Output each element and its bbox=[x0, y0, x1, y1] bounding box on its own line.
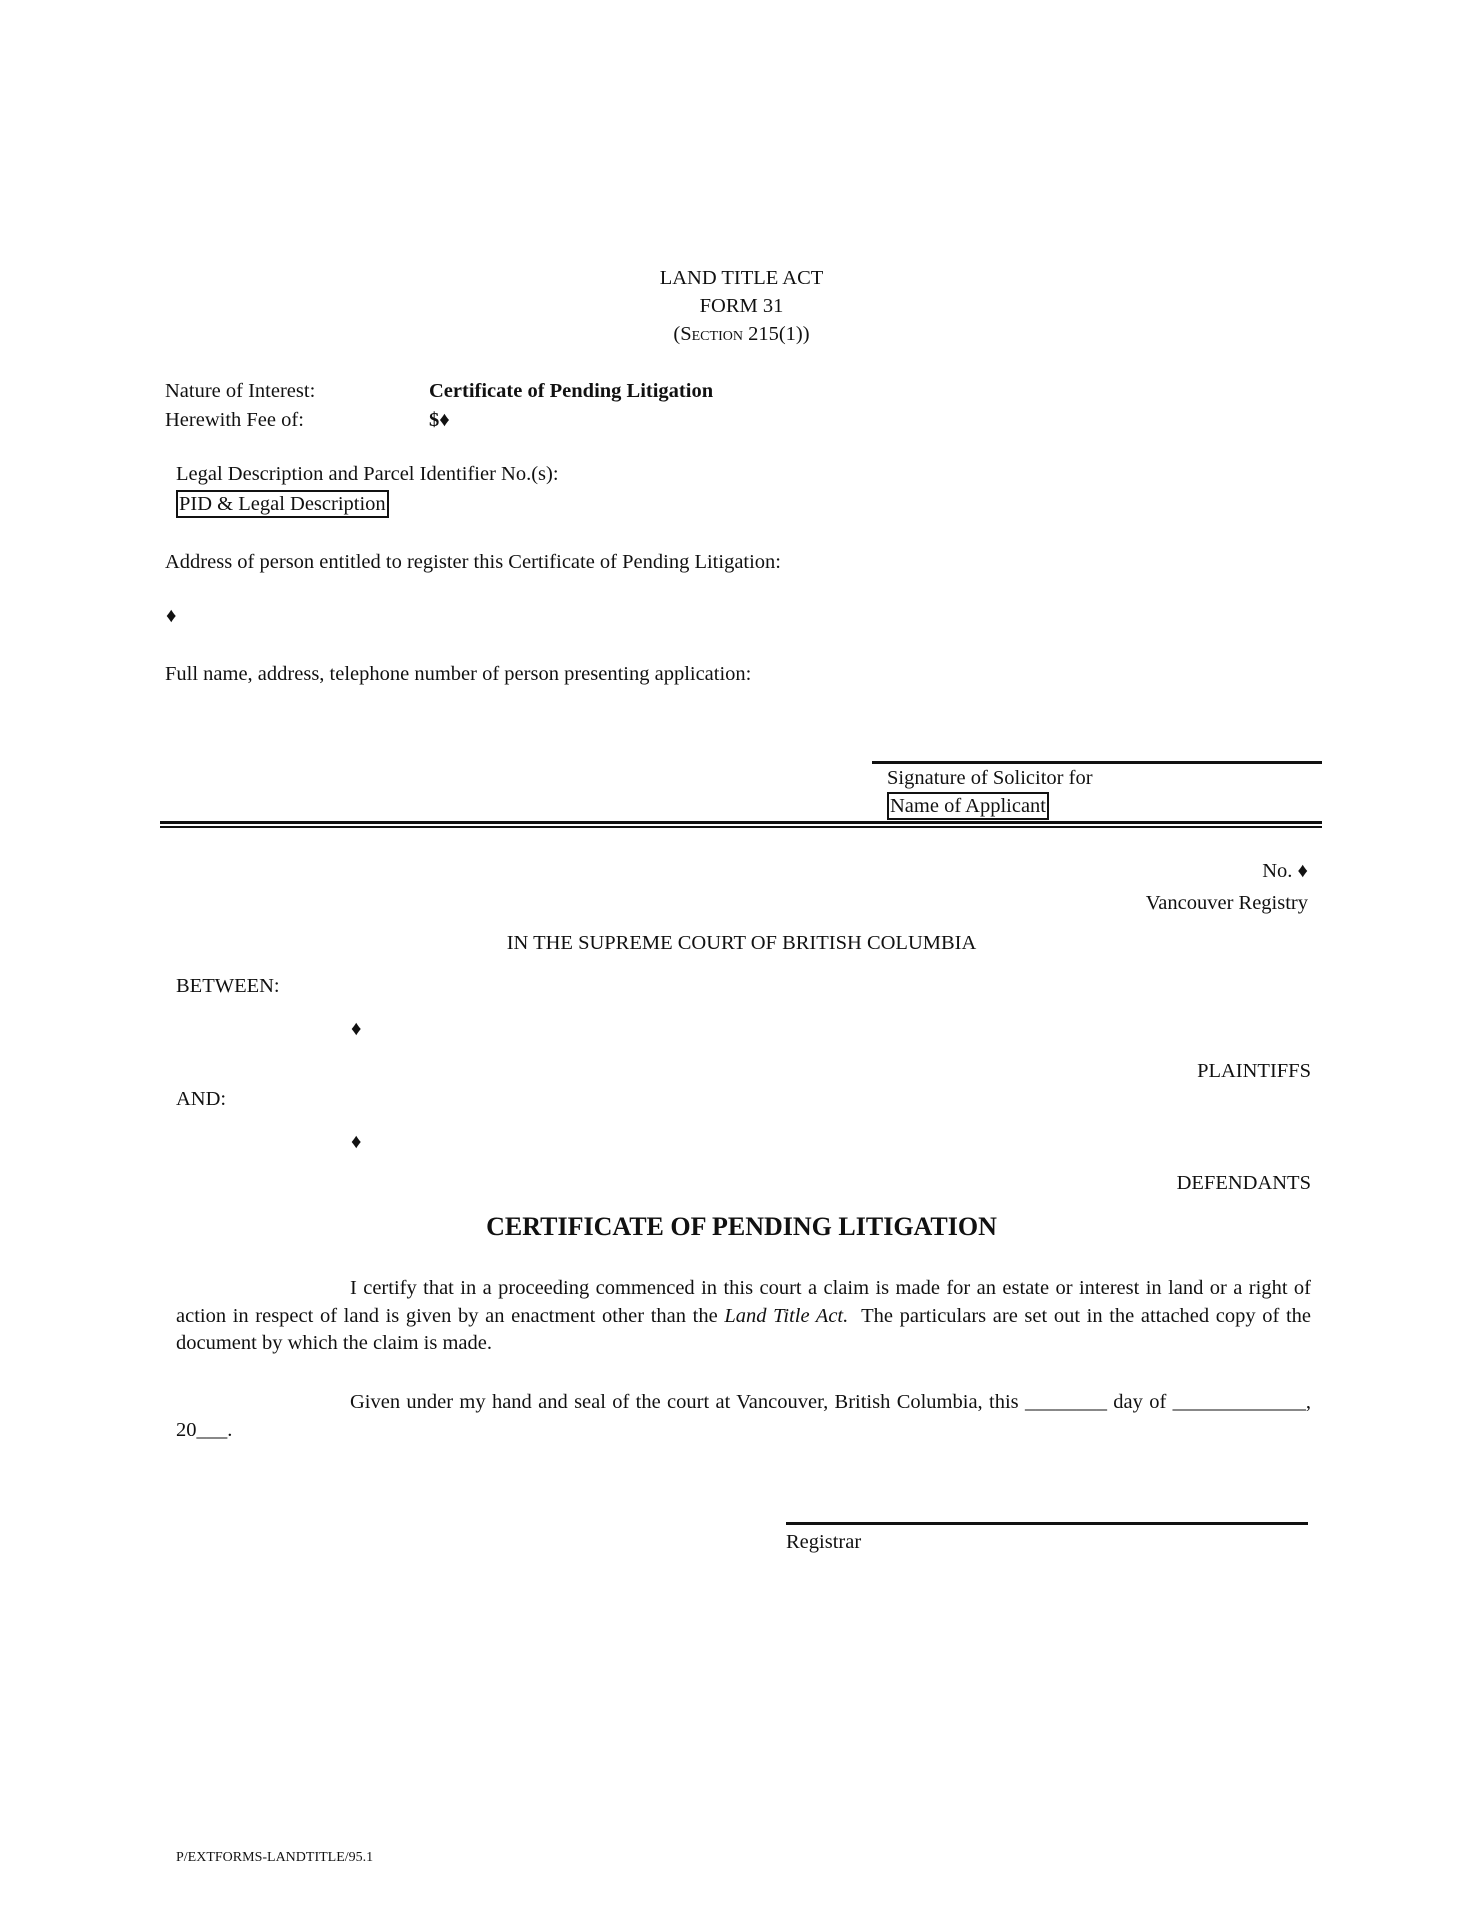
signature-label: Signature of Solicitor for bbox=[887, 767, 1093, 789]
legal-description-label: Legal Description and Parcel Identifier No.(s): bbox=[176, 463, 559, 485]
court-name: IN THE SUPREME COURT OF BRITISH COLUMBIA bbox=[506, 932, 977, 954]
registrar-signature-line bbox=[786, 1522, 1308, 1525]
address-label: Address of person entitled to register this Certificate of Pending Litigation: bbox=[165, 551, 782, 573]
divider-bottom bbox=[160, 826, 1322, 828]
form-number: FORM 31 bbox=[699, 295, 784, 317]
defendant-field[interactable]: ♦ bbox=[351, 1131, 362, 1153]
act-title: LAND TITLE ACT bbox=[659, 267, 824, 289]
nature-label: Nature of Interest: bbox=[165, 380, 316, 402]
legal-description-field[interactable]: PID & Legal Description bbox=[176, 490, 389, 518]
registrar-label: Registrar bbox=[786, 1531, 862, 1553]
certification-paragraph bbox=[176, 1275, 1317, 1358]
fee-value[interactable]: $♦ bbox=[429, 409, 450, 431]
given-paragraph bbox=[176, 1389, 1311, 1444]
and-label: AND: bbox=[176, 1088, 227, 1110]
certification-text-b: The particulars are set out in the attached copy of the document by which the claim is made. bbox=[176, 1304, 1317, 1354]
form-code: P/EXTFORMS-LANDTITLE/95.1 bbox=[176, 1850, 374, 1865]
file-number[interactable]: No. ♦ bbox=[1262, 860, 1308, 882]
applicant-name-field[interactable]: Name of Applicant bbox=[887, 792, 1049, 820]
plaintiffs-label: PLAINTIFFS bbox=[1197, 1060, 1311, 1082]
registry: Vancouver Registry bbox=[1145, 892, 1308, 914]
divider-top bbox=[160, 821, 1322, 824]
given-text: Given under my hand and seal of the court at Vancouver, British Columbia, this ________ day of _____________, 20___. bbox=[176, 1391, 1311, 1441]
between-label: BETWEEN: bbox=[176, 975, 280, 997]
presenter-label: Full name, address, telephone number of person presenting application: bbox=[165, 663, 752, 685]
address-field[interactable]: ♦ bbox=[166, 605, 177, 627]
section-reference: (Section 215(1)) bbox=[673, 323, 810, 345]
defendants-label: DEFENDANTS bbox=[1176, 1172, 1311, 1194]
certification-text-a: I certify that in a proceeding commenced in this court a claim is made for an estate or interest in land or a right of action in respect of land is given by an enactment other than the bbox=[176, 1277, 1311, 1327]
certificate-title: CERTIFICATE OF PENDING LITIGATION bbox=[486, 1212, 997, 1241]
fee-label: Herewith Fee of: bbox=[165, 409, 304, 431]
plaintiff-field[interactable]: ♦ bbox=[351, 1018, 362, 1040]
nature-value: Certificate of Pending Litigation bbox=[429, 380, 714, 402]
signature-line bbox=[872, 761, 1322, 764]
act-name: Land Title Act. bbox=[724, 1304, 849, 1327]
